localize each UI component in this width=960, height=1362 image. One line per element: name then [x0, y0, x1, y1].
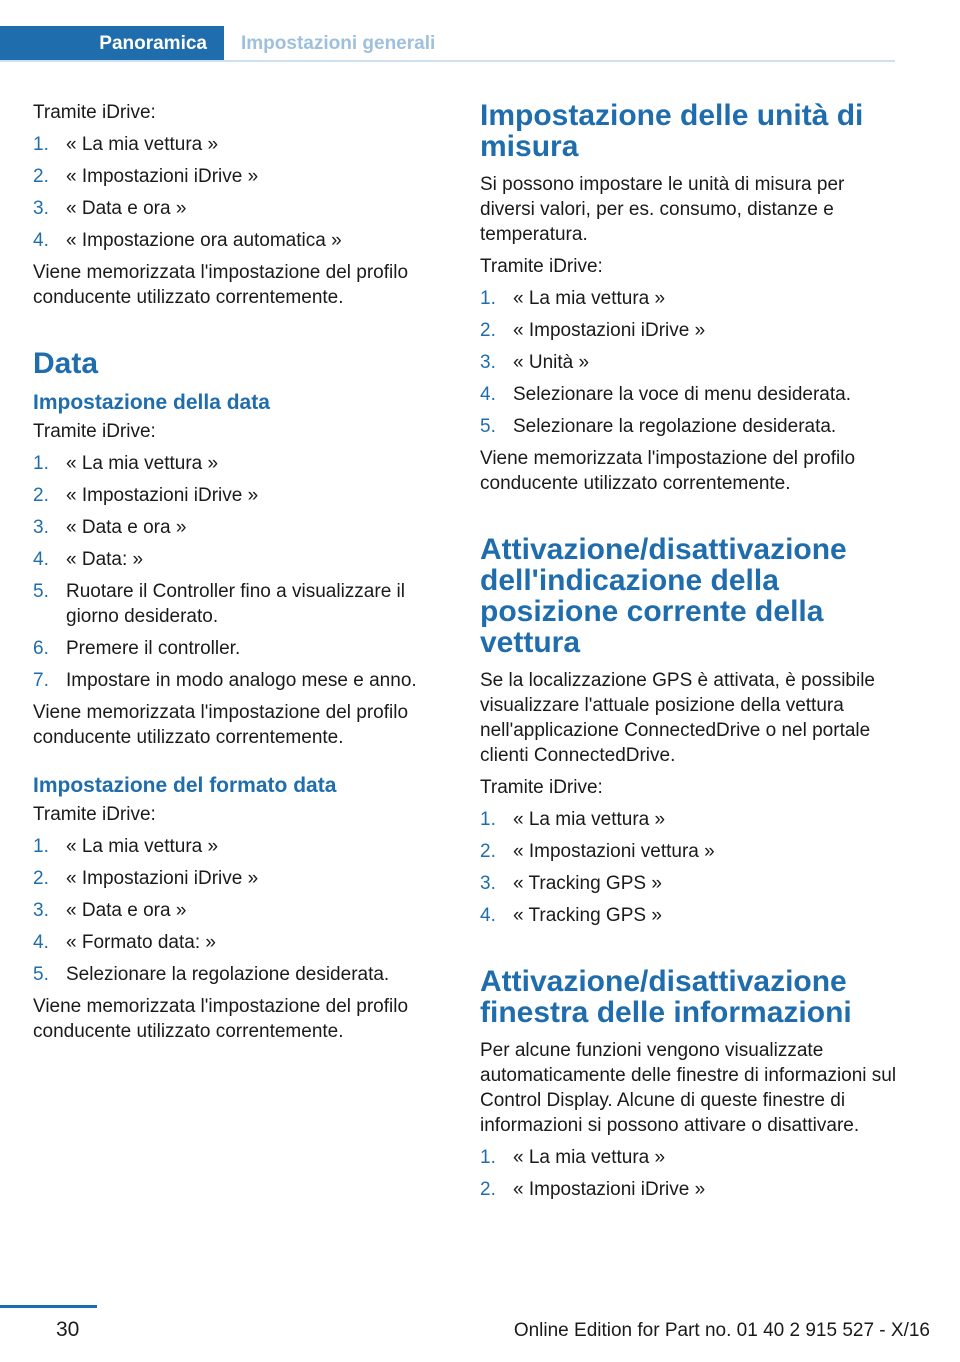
list-item-number: 4.	[33, 549, 49, 570]
list-item-text: « Impostazioni iDrive »	[513, 1179, 706, 1200]
list-item	[480, 871, 900, 896]
list-item-text: « La mia vettura »	[513, 1147, 666, 1168]
left-column	[33, 100, 438, 1051]
list-item-text: « Unità »	[513, 352, 590, 373]
list-item-number: 3.	[33, 517, 49, 538]
list-item-text: « La mia vettura »	[513, 809, 666, 830]
gps-via: Tramite iDrive:	[480, 777, 603, 798]
units-steps-list	[480, 286, 900, 439]
list-item	[480, 414, 900, 439]
list-item-number: 1.	[33, 453, 49, 474]
list-item	[33, 962, 438, 987]
list-item-number: 2.	[33, 868, 49, 889]
list-item-number: 4.	[480, 905, 496, 926]
list-item-number: 3.	[480, 873, 496, 894]
list-item-text: Selezionare la voce di menu desiderata.	[513, 384, 851, 405]
gps-steps-list	[480, 807, 900, 928]
intro-note: Viene memorizzata l'impostazione del profilo conducente utilizzato correntemente.	[33, 262, 409, 308]
list-item-text: Selezionare la regolazione desiderata.	[513, 416, 837, 437]
section-title-info-window: Attivazione/disattivazione finestra delle informazioni	[480, 965, 852, 1029]
list-item-number: 4.	[33, 932, 49, 953]
footer-rule	[0, 1305, 97, 1308]
list-item	[33, 930, 438, 955]
subsection-title-date-format: Impostazione del formato data	[33, 774, 337, 797]
list-item-number: 1.	[480, 809, 496, 830]
list-item-text: Impostare in modo analogo mese e anno.	[66, 670, 417, 691]
list-item-text: « Data: »	[66, 549, 144, 570]
units-via: Tramite iDrive:	[480, 256, 603, 277]
list-item-text: Ruotare il Controller fino a visualizzare il giorno desiderato.	[66, 581, 405, 627]
list-item-text: « Impostazioni iDrive »	[66, 868, 259, 889]
list-item	[33, 834, 438, 859]
list-item-number: 1.	[480, 1147, 496, 1168]
list-item	[33, 451, 438, 476]
units-note: Viene memorizzata l'impostazione del profilo conducente utilizzato correntemente.	[480, 448, 856, 494]
list-item-text: « La mia vettura »	[66, 836, 219, 857]
list-item	[480, 1177, 900, 1202]
page-header	[0, 26, 895, 62]
list-item-number: 6.	[33, 638, 49, 659]
section-title-data: Data	[33, 347, 99, 380]
list-item-number: 5.	[33, 964, 49, 985]
list-item-text: « Formato data: »	[66, 932, 216, 953]
list-item-number: 3.	[33, 198, 49, 219]
list-item-text: Premere il controller.	[66, 638, 241, 659]
list-item	[33, 196, 438, 221]
edition-note: Online Edition for Part no. 01 40 2 915 527 - X/16	[513, 1320, 930, 1341]
list-item	[480, 839, 900, 864]
list-item	[480, 1145, 900, 1170]
list-item-text: « Impostazioni iDrive »	[66, 166, 259, 187]
list-item-number: 1.	[480, 288, 496, 309]
list-item-number: 2.	[480, 841, 496, 862]
list-item-text: « La mia vettura »	[513, 288, 666, 309]
gps-desc: Se la localizzazione GPS è attivata, è possibile visualizzare l'attuale posizione della vettura nell'applicazione ConnectedDrive o nel portale clienti ConnectedDrive.	[480, 670, 875, 766]
list-item-text: « Data e ora »	[66, 900, 187, 921]
list-item	[480, 350, 900, 375]
list-item-number: 2.	[480, 1179, 496, 1200]
header-divider	[0, 60, 895, 62]
date-set-via: Tramite iDrive:	[33, 421, 156, 442]
list-item-number: 5.	[480, 416, 496, 437]
list-item-text: « Impostazione ora automatica »	[66, 230, 342, 251]
right-column	[480, 100, 900, 1209]
list-item-text: « Impostazioni iDrive »	[66, 485, 259, 506]
list-item-text: Selezionare la regolazione desiderata.	[66, 964, 390, 985]
list-item-text: « Impostazioni iDrive »	[513, 320, 706, 341]
list-item	[33, 515, 438, 540]
intro-steps-list	[33, 132, 438, 253]
list-item-text: « Tracking GPS »	[513, 905, 662, 926]
list-item	[33, 636, 438, 661]
list-item	[480, 382, 900, 407]
format-note: Viene memorizzata l'impostazione del profilo conducente utilizzato correntemente.	[33, 996, 409, 1042]
info-desc: Per alcune funzioni vengono visualizzate automaticamente delle finestre di informazioni sul Control Display. Alcune di queste finestre di informazioni si possono attivare o disattivare.	[480, 1040, 897, 1136]
list-item	[480, 318, 900, 343]
page-number: 30	[56, 1318, 80, 1341]
units-desc: Si possono impostare le unità di misura per diversi valori, per es. consumo, distanze e temperatura.	[480, 174, 845, 245]
intro-via: Tramite iDrive:	[33, 102, 156, 123]
section-tab-panoramica[interactable]: Panoramica	[0, 26, 224, 62]
format-via: Tramite iDrive:	[33, 804, 156, 825]
list-item-number: 1.	[33, 836, 49, 857]
list-item	[33, 483, 438, 508]
list-item-text: « La mia vettura »	[66, 134, 219, 155]
list-item-number: 4.	[480, 384, 496, 405]
list-item	[33, 164, 438, 189]
list-item-number: 4.	[33, 230, 49, 251]
list-item	[33, 547, 438, 572]
date-set-note: Viene memorizzata l'impostazione del profilo conducente utilizzato correntemente.	[33, 702, 409, 748]
section-tab-impostazioni-generali[interactable]: Impostazioni generali	[241, 33, 436, 54]
info-steps-list	[480, 1145, 900, 1202]
list-item-number: 1.	[33, 134, 49, 155]
list-item	[33, 898, 438, 923]
list-item	[33, 132, 438, 157]
list-item-number: 3.	[33, 900, 49, 921]
list-item-number: 2.	[33, 166, 49, 187]
subsection-title-date-setting: Impostazione della data	[33, 391, 270, 414]
list-item	[480, 807, 900, 832]
date-set-steps-list	[33, 451, 438, 693]
list-item	[33, 668, 438, 693]
list-item-text: « Data e ora »	[66, 517, 187, 538]
list-item-number: 3.	[480, 352, 496, 373]
format-steps-list	[33, 834, 438, 987]
list-item	[33, 866, 438, 891]
list-item-text: « Tracking GPS »	[513, 873, 662, 894]
list-item	[480, 286, 900, 311]
section-title-gps: Attivazione/disattivazione dell'indicazione della posizione corrente della vettura	[480, 533, 847, 659]
list-item-text: « Data e ora »	[66, 198, 187, 219]
list-item	[480, 903, 900, 928]
list-item-number: 5.	[33, 581, 49, 602]
list-item-number: 2.	[33, 485, 49, 506]
list-item	[33, 228, 438, 253]
list-item-text: « La mia vettura »	[66, 453, 219, 474]
list-item-number: 7.	[33, 670, 49, 691]
list-item-text: « Impostazioni vettura »	[513, 841, 715, 862]
section-title-units: Impostazione delle unità di misura	[480, 99, 864, 163]
list-item-number: 2.	[480, 320, 496, 341]
list-item	[33, 579, 438, 629]
